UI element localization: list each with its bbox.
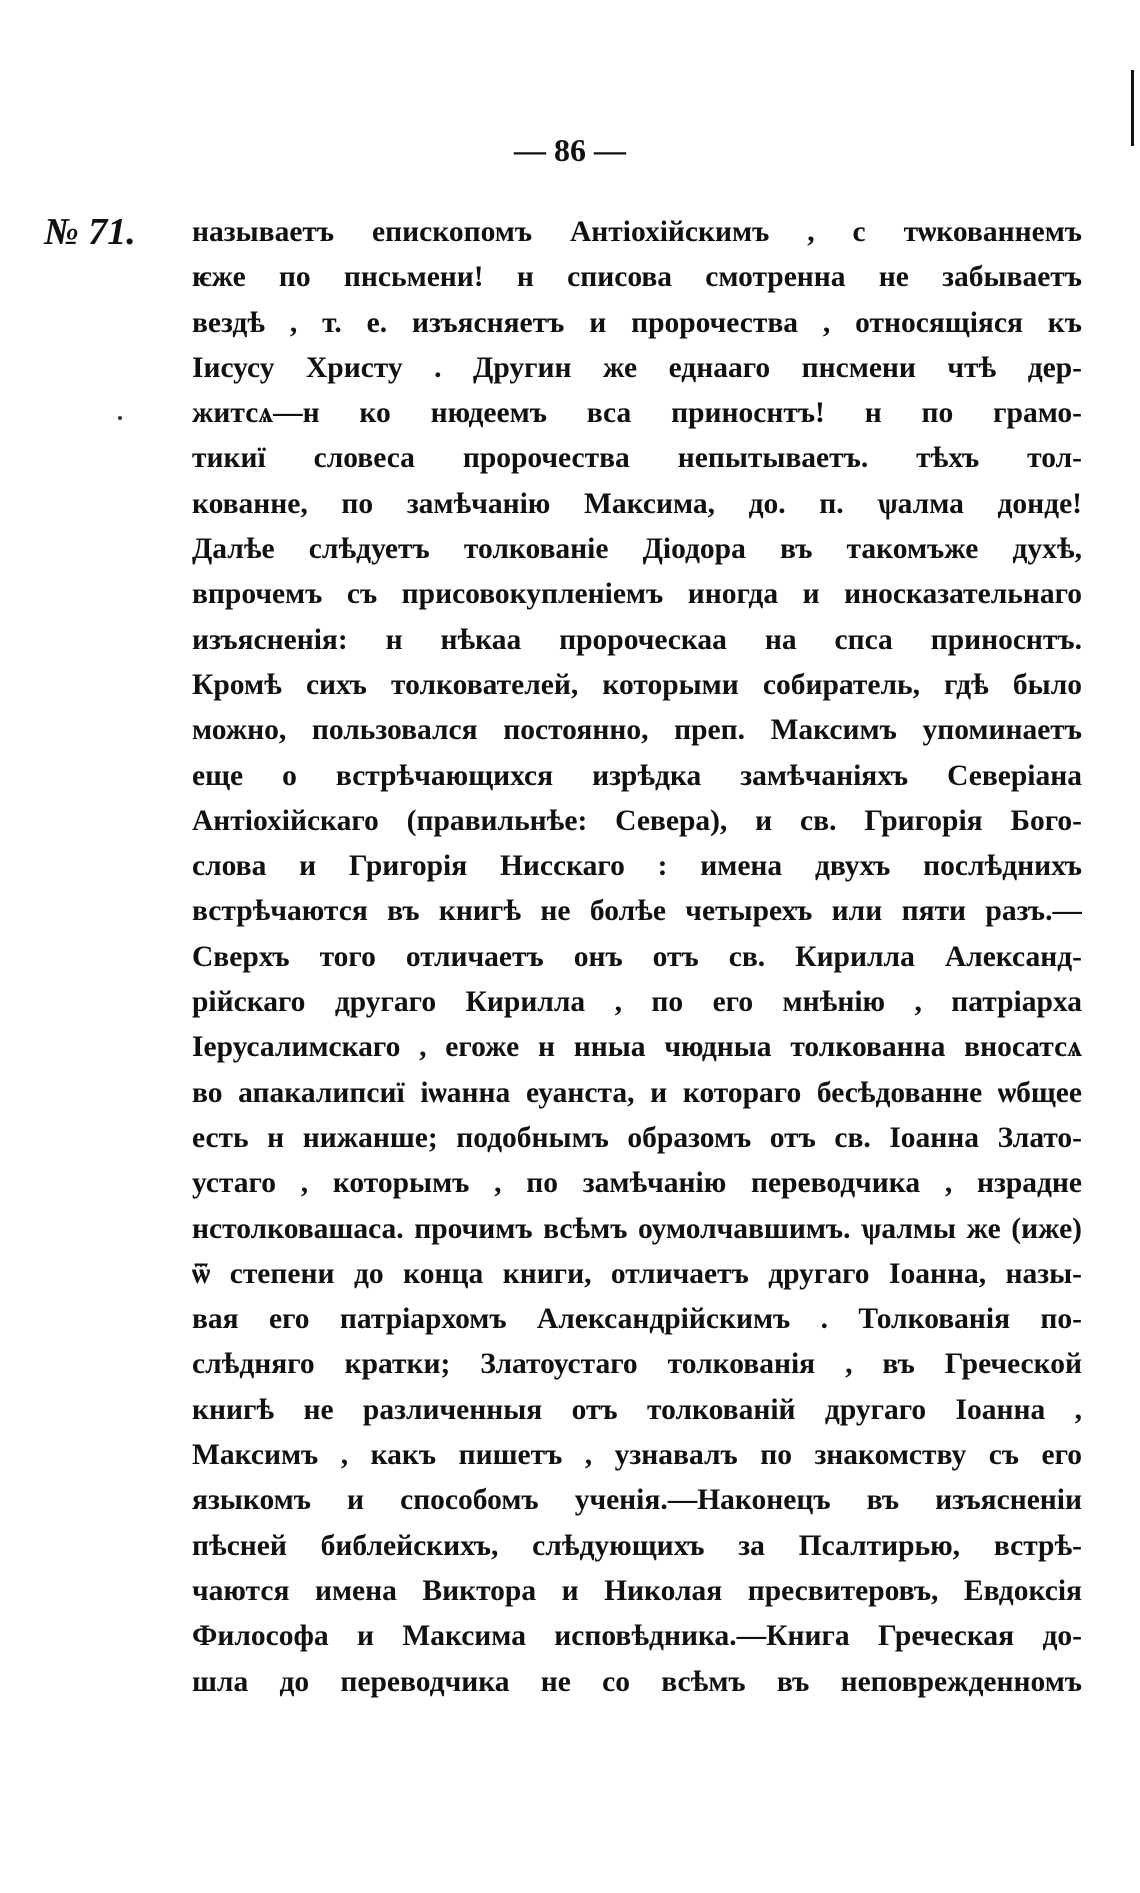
text-line: можно, пользовался постоянно, преп. Максимъ упоминаетъ	[192, 714, 1082, 747]
text-line: встрѣчаются въ книгѣ не болѣе четырехъ или пяти разъ.—	[192, 895, 1082, 928]
text-line: называетъ епископомъ Антіохійскимъ , с тѡкованнемъ	[192, 216, 1082, 248]
text-line: тикиї словеса пророчества непытываетъ. тѣхъ тол-	[192, 442, 1082, 475]
text-line: Далѣе слѣдуетъ толкованіе Діодора въ такомъже духѣ,	[192, 533, 1082, 566]
text-line: ѥже по пнсьмени! н списова смотренна не забываетъ	[192, 261, 1082, 294]
page-number: — 86 —	[514, 132, 626, 168]
text-line: Іисусу Христу . Другин же еднааго пнсмени чтѣ дер-	[192, 351, 1082, 384]
text-line: Кромѣ сихъ толкователей, которыми собиратель, гдѣ было	[192, 668, 1082, 701]
text-line: языкомъ и способомъ ученія.—Наконецъ въ изъясненіи	[192, 1484, 1082, 1517]
text-line: вая его патріархомъ Александрійскимъ . Толкованія по-	[192, 1303, 1082, 1336]
text-line: слѣдняго кратки; Златоустаго толкованія , въ Греческой	[192, 1348, 1082, 1381]
text-line: изъясненія: н нѣкаа пророческаа на спса приноснтъ.	[192, 623, 1082, 656]
text-line: устаго , которымъ , по замѣчанію переводчика , нзрадне	[192, 1167, 1082, 1200]
text-line: пѣсней библейскихъ, слѣдующихъ за Псалтирью, встрѣ-	[192, 1529, 1082, 1562]
text-line: кованне, по замѣчанію Максима, до. п. ѱалма донде!	[192, 487, 1082, 520]
margin-manuscript-number: № 71.	[44, 211, 136, 253]
text-line: житсѧ—н ко нюдеемъ вса приноснтъ! н по грамо-	[192, 397, 1082, 430]
body-text	[192, 210, 1082, 1705]
text-line: Сверхъ того отличаетъ онъ отъ св. Кирилла Александ-	[192, 940, 1082, 973]
text-line: книгѣ не различенныя отъ толкованій другаго Іоанна ,	[192, 1393, 1082, 1426]
text-line: Іерусалимскаго , егоже н нныа чюдныа толкованна вносатсѧ	[192, 1031, 1082, 1064]
text-line: Философа и Максима исповѣдника.—Книга Греческая до-	[192, 1620, 1082, 1653]
text-line: Максимъ , какъ пишетъ , узнавалъ по знакомству съ его	[192, 1439, 1082, 1472]
text-line: рійскаго другаго Кирилла , по его мнѣнію , патріарха	[192, 986, 1082, 1019]
text-line: впрочемъ съ присовокупленіемъ иногда и иносказательнаго	[192, 578, 1082, 611]
text-line: нстолковашаса. прочимъ всѣмъ оумолчавшимъ. ѱалмы же (иже)	[192, 1212, 1082, 1245]
text-line: есть н нижанше; подобнымъ образомъ отъ св. Іоанна Злато-	[192, 1121, 1082, 1154]
ink-speck	[118, 416, 122, 420]
text-line: во апакалипсиї іѡанна еуанста, и котораго бесѣдованне ѡбщее	[192, 1076, 1082, 1109]
text-line: ѿ степени до конца книги, отличаетъ другаго Іоанна, назы-	[192, 1257, 1082, 1290]
text-line: вездѣ , т. е. изъясняетъ и пророчества , относящіяся къ	[192, 306, 1082, 339]
text-line: еще о встрѣчающихся изрѣдка замѣчаніяхъ Северіана	[192, 759, 1082, 792]
text-line: чаются имена Виктора и Николая пресвитеровъ, Евдоксія	[192, 1574, 1082, 1607]
text-line: шла до переводчика не со всѣмъ въ неповрежденномъ	[192, 1665, 1082, 1698]
text-line: слова и Григорія Нисскаго : имена двухъ послѣднихъ	[192, 850, 1082, 883]
text-line: Антіохійскаго (правильнѣе: Севера), и св. Григорія Бого-	[192, 804, 1082, 837]
